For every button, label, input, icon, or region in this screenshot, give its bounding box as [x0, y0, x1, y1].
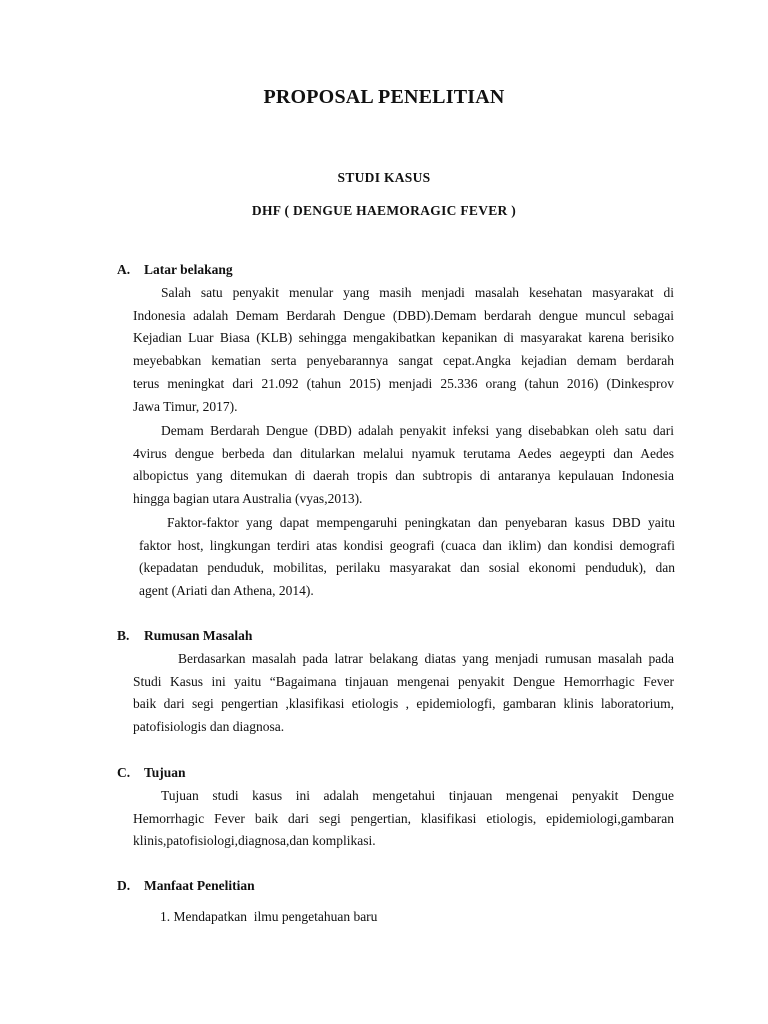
text-line: Tujuan studi kasus ini adalah mengetahui tinjauan mengenai penyakit Dengue: [161, 788, 674, 803]
text-line: Berdasarkan masalah pada latrar belakang diatas yang menjadi rumusan masalah pada: [178, 651, 674, 666]
document-title: PROPOSAL PENELITIAN: [263, 86, 505, 108]
text-line: Indonesia adalah Demam Berdarah Dengue (DBD).Demam berdarah dengue muncul sebagai: [133, 307, 674, 323]
text-line: Studi Kasus ini yaitu “Bagaimana tinjauan mengenai penyakit Dengue Hemorrhagic Fever: [133, 673, 674, 689]
document-subtitle-topic: DHF ( DENGUE HAEMORAGIC FEVER ): [251, 203, 517, 218]
text-line: meyebabkan kematian serta penyebarannya sangat cepat.Angka kejadian demam berdarah: [133, 353, 674, 369]
text-line: agent (Ariati dan Athena, 2014).: [139, 583, 314, 599]
text-line: (kepadatan penduduk, mobilitas, perilaku masyarakat dan sosial ekonomi penduduk), dan: [139, 560, 675, 576]
section-heading-d: [117, 878, 255, 894]
section-heading-a: [117, 262, 233, 278]
document-subtitle-case-study: STUDI KASUS: [337, 170, 431, 185]
text-line: klinis,patofisiologi,diagnosa,dan komplikasi.: [133, 833, 376, 849]
text-line: Hemorrhagic Fever baik dari segi pengertian, klasifikasi etiologis, epidemiologi,gambaran: [133, 810, 674, 826]
section-letter: A.: [117, 262, 131, 277]
section-letter: C.: [117, 765, 131, 780]
paragraph-a3: [139, 512, 675, 603]
list-item: 1. Mendapatkan ilmu pengetahuan baru: [160, 909, 378, 924]
text-line: Demam Berdarah Dengue (DBD) adalah penyakit infeksi yang disebabkan oleh satu dari: [161, 423, 674, 438]
text-line: baik dari segi pengertian ,klasifikasi etiologis , epidemiologfi, gambaran klinis laboratorium,: [133, 696, 674, 712]
text-line: albopictus yang ditemukan di daerah tropis dan subtropis di antaranya kepulauan Indonesia: [133, 468, 674, 484]
section-title: Latar belakang: [144, 262, 233, 277]
text-line: Salah satu penyakit menular yang masih menjadi masalah kesehatan masyarakat di: [161, 285, 674, 300]
paragraph-a1: [133, 282, 674, 418]
section-letter: B.: [117, 628, 130, 643]
text-line: Faktor-faktor yang dapat mempengaruhi peningkatan dan penyebaran kasus DBD yaitu: [167, 515, 675, 530]
text-line: 4virus dengue berbeda dan ditularkan melalui nyamuk terutama Aedes aegeypti dan Aedes: [133, 445, 674, 461]
text-line: Jawa Timur, 2017).: [133, 398, 238, 414]
section-title: Manfaat Penelitian: [144, 878, 255, 893]
section-title: Tujuan: [144, 765, 186, 780]
section-title: Rumusan Masalah: [144, 628, 253, 643]
paragraph-b1: [133, 648, 674, 739]
section-letter: D.: [117, 878, 131, 893]
text-line: faktor host, lingkungan terdiri atas kondisi geografi (cuaca dan iklim) dan kondisi demografi: [139, 537, 675, 553]
text-line: hingga bagian utara Australia (vyas,2013).: [133, 491, 363, 507]
text-line: terus meningkat dari 21.092 (tahun 2015) menjadi 25.336 orang (tahun 2016) (Dinkesprov: [133, 375, 674, 391]
text-line: Kejadian Luar Biasa (KLB) sehingga mengakibatkan kepanikan di masyarakat karena berisiko: [133, 330, 674, 346]
paragraph-c1: [133, 785, 674, 853]
section-heading-c: [117, 765, 186, 781]
paragraph-a2: [133, 420, 674, 511]
section-heading-b: [117, 628, 252, 644]
text-line: patofisiologis dan diagnosa.: [133, 719, 285, 735]
